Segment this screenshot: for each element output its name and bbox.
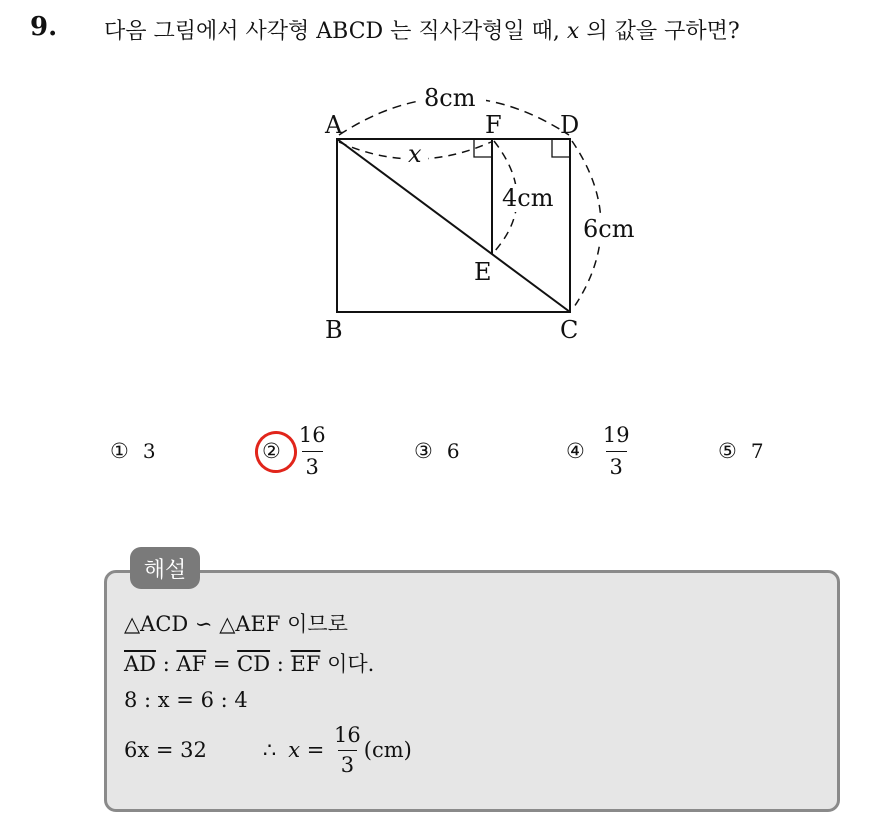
choice-3-number: ③ [414, 439, 433, 463]
solution-line-4 [124, 720, 412, 780]
choice-4-number: ④ [566, 439, 585, 463]
similar-symbol: ∽ [194, 612, 213, 636]
label-a: A [325, 111, 343, 139]
label-c: C [560, 316, 579, 344]
solution-line-2: $\overline{AD}$ : $\overline{AF} = \overline{CD}$ : $\overline{EF}$ 이다. [124, 652, 375, 676]
solution-line-3: 8 : x = 6 : 4 [124, 688, 248, 712]
choice-1-value: 3 [142, 439, 156, 463]
answer-variable: x [288, 738, 301, 762]
choice-2-denominator: 3 [302, 451, 323, 478]
question-text-after: 의 값을 구하면? [579, 19, 740, 44]
answer-fraction [331, 722, 364, 777]
triangle-aef: △AEF [219, 612, 281, 636]
label-4cm: 4cm [502, 184, 554, 212]
label-d: D [560, 111, 580, 139]
choice-4-fraction [599, 422, 634, 479]
choice-5-number: ⑤ [718, 439, 737, 463]
label-b: B [325, 316, 343, 344]
choice-2[interactable] [262, 420, 330, 482]
segment-af: $\overline{AF}$ [176, 652, 207, 676]
choice-3[interactable] [414, 420, 460, 482]
solution-title-tab: 해설 [130, 547, 200, 589]
label-f: F [485, 111, 502, 139]
segment-ad: $\overline{AD}$ [124, 652, 157, 676]
triangle-acd: △ACD [124, 612, 189, 636]
solution-line-1 [124, 608, 348, 638]
choice-1-number: ① [110, 439, 129, 463]
choice-1[interactable] [110, 420, 156, 482]
label-6cm: 6cm [583, 215, 635, 243]
answer-equals: = [300, 738, 332, 762]
label-8cm: 8cm [424, 84, 476, 112]
choice-2-fraction [295, 422, 330, 479]
question-text-before: 다음 그림에서 사각형 ABCD 는 직사각형일 때, [104, 19, 567, 44]
choice-4[interactable] [566, 420, 634, 482]
choice-2-numerator: 16 [298, 422, 326, 447]
segment-ef: $\overline{EF}$ [290, 652, 321, 676]
therefore-symbol: ∴ [262, 738, 277, 762]
label-x: x [408, 140, 422, 168]
segment-cd: $\overline{CD}$ [237, 652, 271, 676]
choice-5-value: 7 [750, 439, 764, 463]
right-angle-d [552, 139, 570, 157]
answer-numerator: 16 [334, 722, 361, 747]
line-1-suffix: 이므로 [280, 612, 348, 636]
question-variable: x [566, 19, 580, 44]
choice-3-value: 6 [446, 439, 460, 463]
choice-4-numerator: 19 [602, 422, 630, 447]
diagonal-ac [337, 139, 570, 312]
choice-5[interactable] [718, 420, 764, 482]
choice-2-number-glyph: ② [262, 439, 281, 463]
choice-2-number [262, 439, 281, 463]
geometry-figure [0, 0, 884, 400]
choice-4-denominator: 3 [606, 451, 627, 478]
answer-denominator: 3 [338, 750, 357, 776]
answer-circle-mark [251, 427, 301, 477]
question-number: 9. [30, 12, 58, 42]
answer-unit: (cm) [363, 738, 412, 762]
line-2-suffix: 이다. [320, 652, 375, 676]
equation-6x: 6x = 32 [124, 738, 207, 762]
label-e: E [474, 258, 492, 286]
